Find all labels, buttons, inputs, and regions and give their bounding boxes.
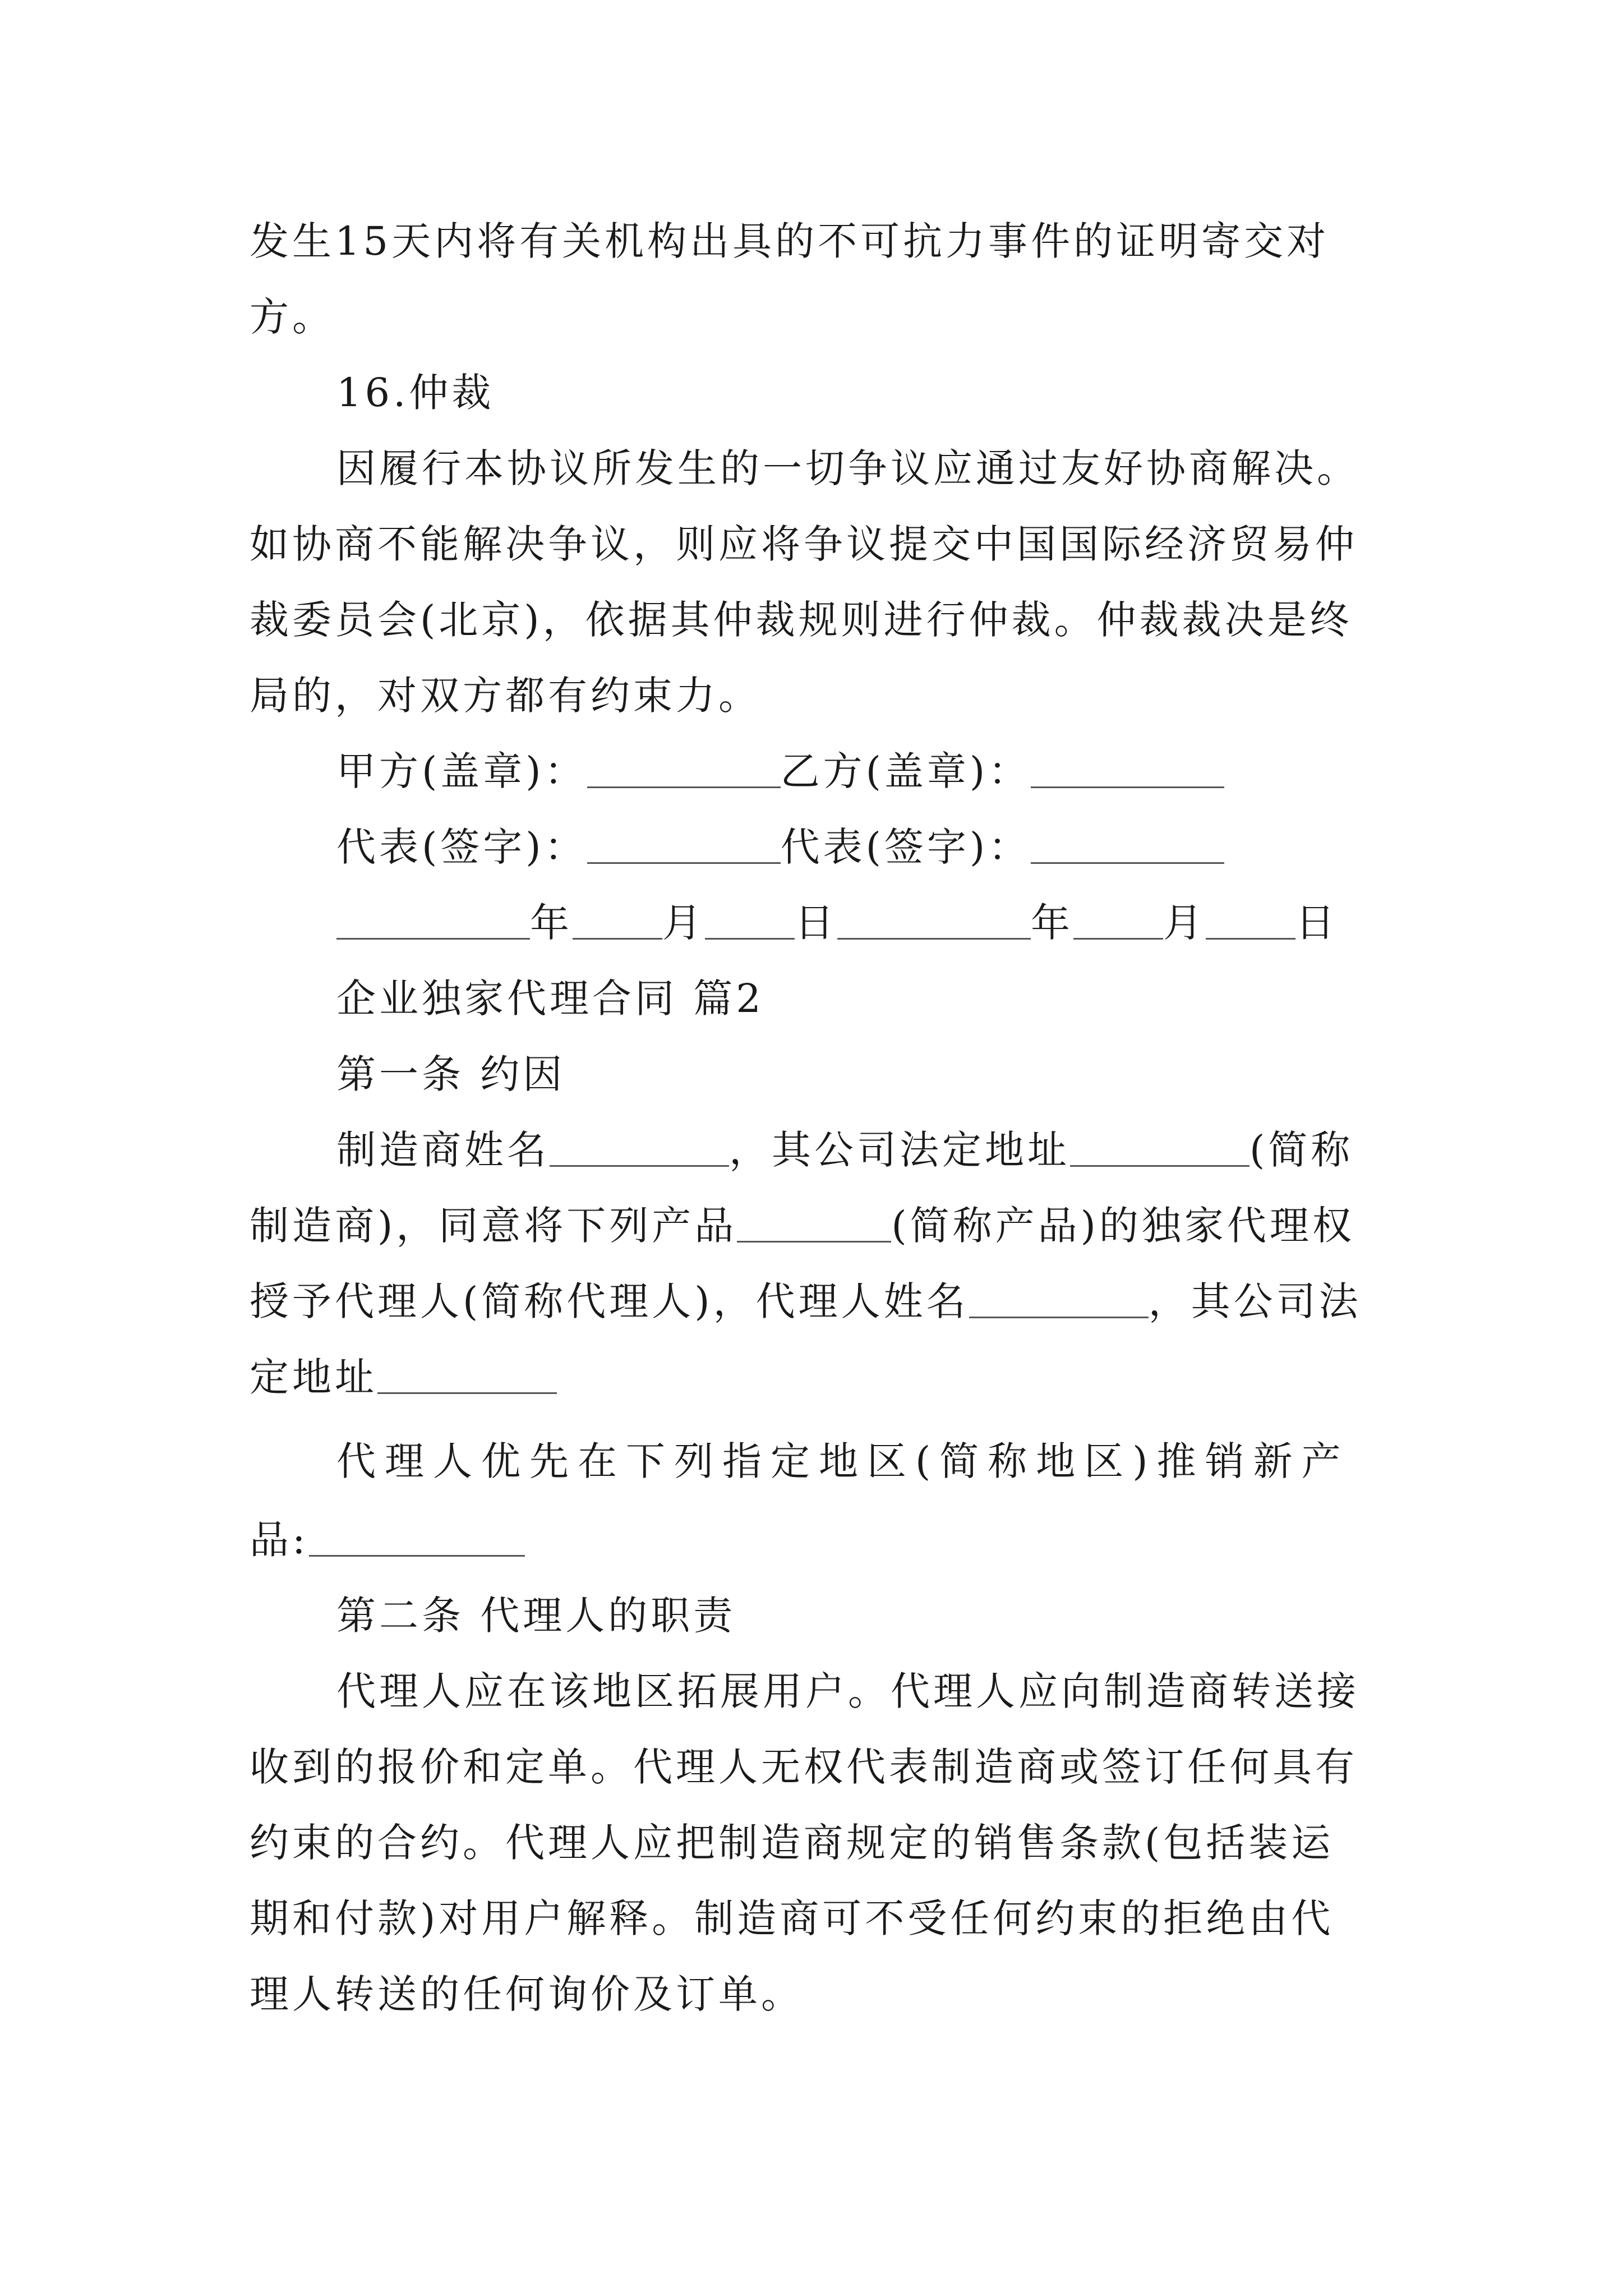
agent-address-blank xyxy=(377,1353,557,1394)
party-a-seal-label: 甲方(盖章)： xyxy=(336,748,587,794)
rep-a-sign-blank xyxy=(587,823,781,864)
body-line: 发生15天内将有关机构出具的不可抗力事件的证明寄交对 xyxy=(250,218,1330,264)
year-blank-b xyxy=(837,899,1031,940)
text-run: 授予代理人(简称代理人)，代理人姓名 xyxy=(250,1278,969,1324)
signature-date-row xyxy=(336,895,1338,951)
text-run: 品: xyxy=(250,1517,309,1563)
new-product-blank xyxy=(309,1516,525,1557)
article-heading: 第二条 代理人的职责 xyxy=(336,1593,736,1639)
day-label-b: 日 xyxy=(1295,900,1338,946)
manufacturer-address-blank xyxy=(1070,1126,1249,1167)
year-label-a: 年 xyxy=(530,900,573,946)
day-label-a: 日 xyxy=(795,900,837,946)
body-line: 代理人应在该地区拓展用户。代理人应向制造商转送接 xyxy=(336,1668,1359,1714)
agent-name-blank xyxy=(969,1277,1149,1318)
body-line xyxy=(336,1122,1353,1178)
party-b-seal-label: 乙方(盖章)： xyxy=(780,748,1031,794)
product-blank xyxy=(737,1202,891,1243)
body-line: 理人转送的任何询价及订单。 xyxy=(250,1971,804,2017)
body-line: 裁委员会(北京)，依据其仲裁规则进行仲裁。仲裁裁决是终 xyxy=(250,597,1353,643)
text-run: ，其公司法定地址 xyxy=(729,1127,1070,1173)
year-label-b: 年 xyxy=(1031,900,1073,946)
party-a-seal-blank xyxy=(587,747,781,788)
body-line: 收到的报价和定单。代理人无权代表制造商或签订任何具有 xyxy=(250,1744,1358,1790)
year-blank-a xyxy=(336,899,530,940)
article-heading: 第一条 约因 xyxy=(336,1051,566,1097)
body-line: 方。 xyxy=(250,294,335,340)
body-line: 约束的合约。代理人应把制造商规定的销售条款(包括装运 xyxy=(250,1820,1334,1866)
party-b-seal-blank xyxy=(1031,747,1224,788)
signature-seal-row xyxy=(336,743,1224,799)
body-line: 期和付款)对用户解释。制造商可不受任何约束的拒绝由代 xyxy=(250,1895,1334,1941)
day-blank-a xyxy=(705,899,795,940)
body-line: 局的，对双方都有约束力。 xyxy=(250,673,761,719)
day-blank-b xyxy=(1206,899,1295,940)
body-line xyxy=(250,1512,525,1568)
text-run: (简称产品)的独家代理权 xyxy=(891,1203,1355,1249)
clause-heading: 16.仲裁 xyxy=(336,370,495,416)
text-run: (简称 xyxy=(1249,1127,1354,1173)
rep-b-sign-blank xyxy=(1031,823,1224,864)
signature-sign-row xyxy=(336,819,1224,875)
month-label-a: 月 xyxy=(662,900,705,946)
month-label-b: 月 xyxy=(1163,900,1206,946)
rep-a-sign-label: 代表(签字)： xyxy=(336,824,587,870)
text-run: ，其公司法 xyxy=(1148,1278,1362,1324)
text-run: 制造商姓名 xyxy=(336,1127,550,1173)
section-title: 企业独家代理合同 篇2 xyxy=(336,976,764,1022)
rep-b-sign-label: 代表(签字)： xyxy=(780,824,1031,870)
body-line: 代理人优先在下列指定地区(简称地区)推销新产 xyxy=(336,1438,1350,1484)
text-run: 制造商)，同意将下列产品 xyxy=(250,1203,737,1249)
text-run: 定地址 xyxy=(250,1354,377,1400)
body-line: 因履行本协议所发生的一切争议应通过友好协商解决。 xyxy=(336,445,1359,491)
body-line xyxy=(250,1198,1355,1254)
manufacturer-name-blank xyxy=(550,1126,729,1167)
body-line: 如协商不能解决争议，则应将争议提交中国国际经济贸易仲 xyxy=(250,521,1358,567)
body-line xyxy=(250,1349,557,1405)
month-blank-b xyxy=(1073,899,1163,940)
month-blank-a xyxy=(573,899,662,940)
body-line xyxy=(250,1273,1362,1329)
